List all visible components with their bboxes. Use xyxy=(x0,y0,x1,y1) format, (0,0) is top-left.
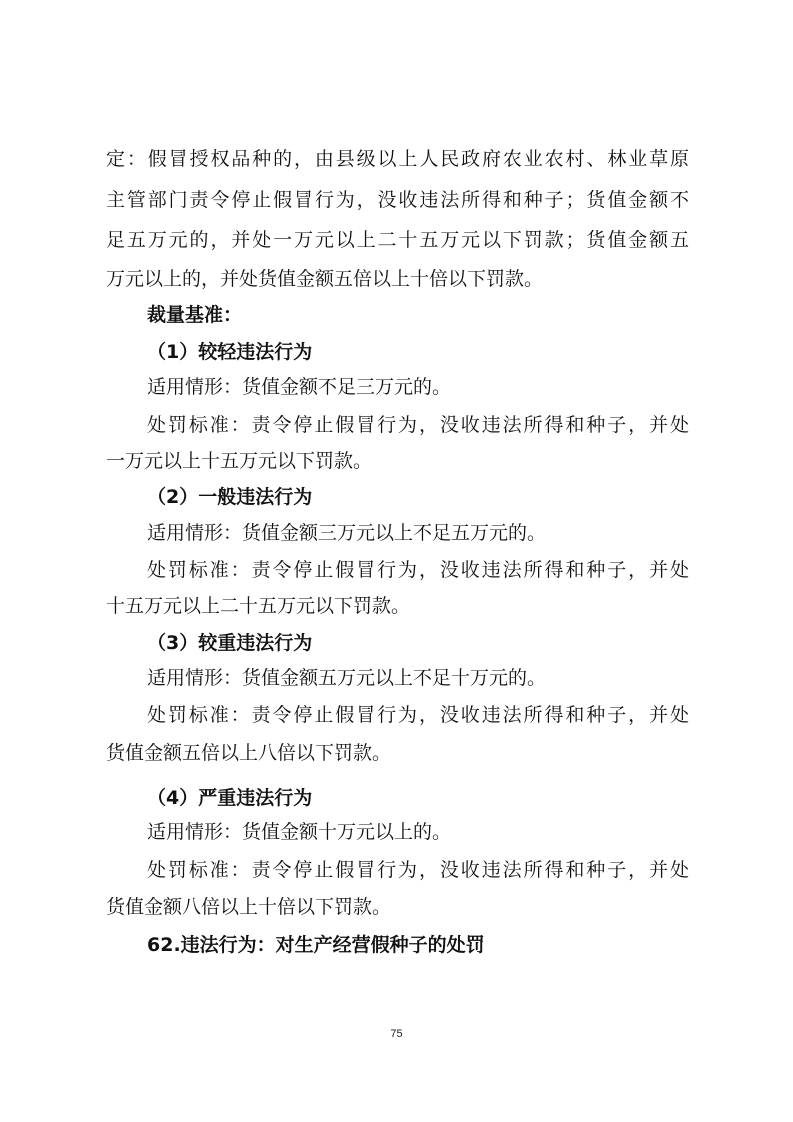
level-4-penalty-line-1: 处罚标准：责令停止假冒行为，没收违法所得和种子，并处 xyxy=(147,859,689,881)
level-3-heading: （3）较重违法行为 xyxy=(147,632,313,654)
level-penalty-line xyxy=(0,855,793,885)
level-2-penalty-line-2: 十五万元以上二十五万元以下罚款。 xyxy=(106,595,411,617)
standard-heading-line xyxy=(0,300,793,330)
level-2-situation: 适用情形：货值金额三万元以上不足五万元的。 xyxy=(147,522,547,544)
intro-line-1: 定：假冒授权品种的，由县级以上人民政府农业农村、林业草原 xyxy=(106,148,689,170)
level-heading-line xyxy=(0,337,793,367)
level-2-penalty-line-1: 处罚标准：责令停止假冒行为，没收违法所得和种子，并处 xyxy=(147,559,689,581)
intro-paragraph-line xyxy=(0,225,793,255)
level-heading-line xyxy=(0,628,793,658)
standard-heading: 裁量基准： xyxy=(147,304,243,326)
level-4-penalty-line-2: 货值金额八倍以上十倍以下罚款。 xyxy=(106,896,392,918)
level-heading-line xyxy=(0,482,793,512)
level-3-situation: 适用情形：货值金额五万元以上不足十万元的。 xyxy=(147,667,547,689)
level-2-heading: （2）一般违法行为 xyxy=(147,486,313,508)
level-penalty-line xyxy=(0,555,793,585)
level-4-heading: （4）严重违法行为 xyxy=(147,787,313,809)
level-1-heading: （1）较轻违法行为 xyxy=(147,341,313,363)
next-section-heading: 62.违法行为：对生产经营假种子的处罚 xyxy=(147,934,485,956)
intro-line-2: 主管部门责令停止假冒行为，没收违法所得和种子；货值金额不 xyxy=(106,189,689,211)
level-penalty-line xyxy=(0,738,793,768)
intro-paragraph-line xyxy=(0,264,793,294)
page-number: 75 xyxy=(390,1028,403,1040)
intro-paragraph-line xyxy=(0,185,793,215)
level-heading-line xyxy=(0,783,793,813)
intro-line-4: 万元以上的，并处货值金额五倍以上十倍以下罚款。 xyxy=(106,268,544,290)
next-section-heading-line xyxy=(0,930,793,960)
level-situation-line xyxy=(0,817,793,847)
level-penalty-line xyxy=(0,591,793,621)
level-3-penalty-line-1: 处罚标准：责令停止假冒行为，没收违法所得和种子，并处 xyxy=(147,704,689,726)
level-penalty-line xyxy=(0,410,793,440)
level-penalty-line xyxy=(0,700,793,730)
level-penalty-line xyxy=(0,446,793,476)
level-1-penalty-line-2: 一万元以上十五万元以下罚款。 xyxy=(106,450,373,472)
level-1-penalty-line-1: 处罚标准：责令停止假冒行为，没收违法所得和种子，并处 xyxy=(147,414,689,436)
level-3-penalty-line-2: 货值金额五倍以上八倍以下罚款。 xyxy=(106,742,392,764)
intro-line-3: 足五万元的，并处一万元以上二十五万元以下罚款；货值金额五 xyxy=(106,229,689,251)
intro-paragraph-line xyxy=(0,144,793,174)
level-situation-line xyxy=(0,518,793,548)
level-4-situation: 适用情形：货值金额十万元以上的。 xyxy=(147,821,452,843)
level-1-situation: 适用情形：货值金额不足三万元的。 xyxy=(147,376,452,398)
level-penalty-line xyxy=(0,892,793,922)
level-situation-line xyxy=(0,372,793,402)
level-situation-line xyxy=(0,663,793,693)
